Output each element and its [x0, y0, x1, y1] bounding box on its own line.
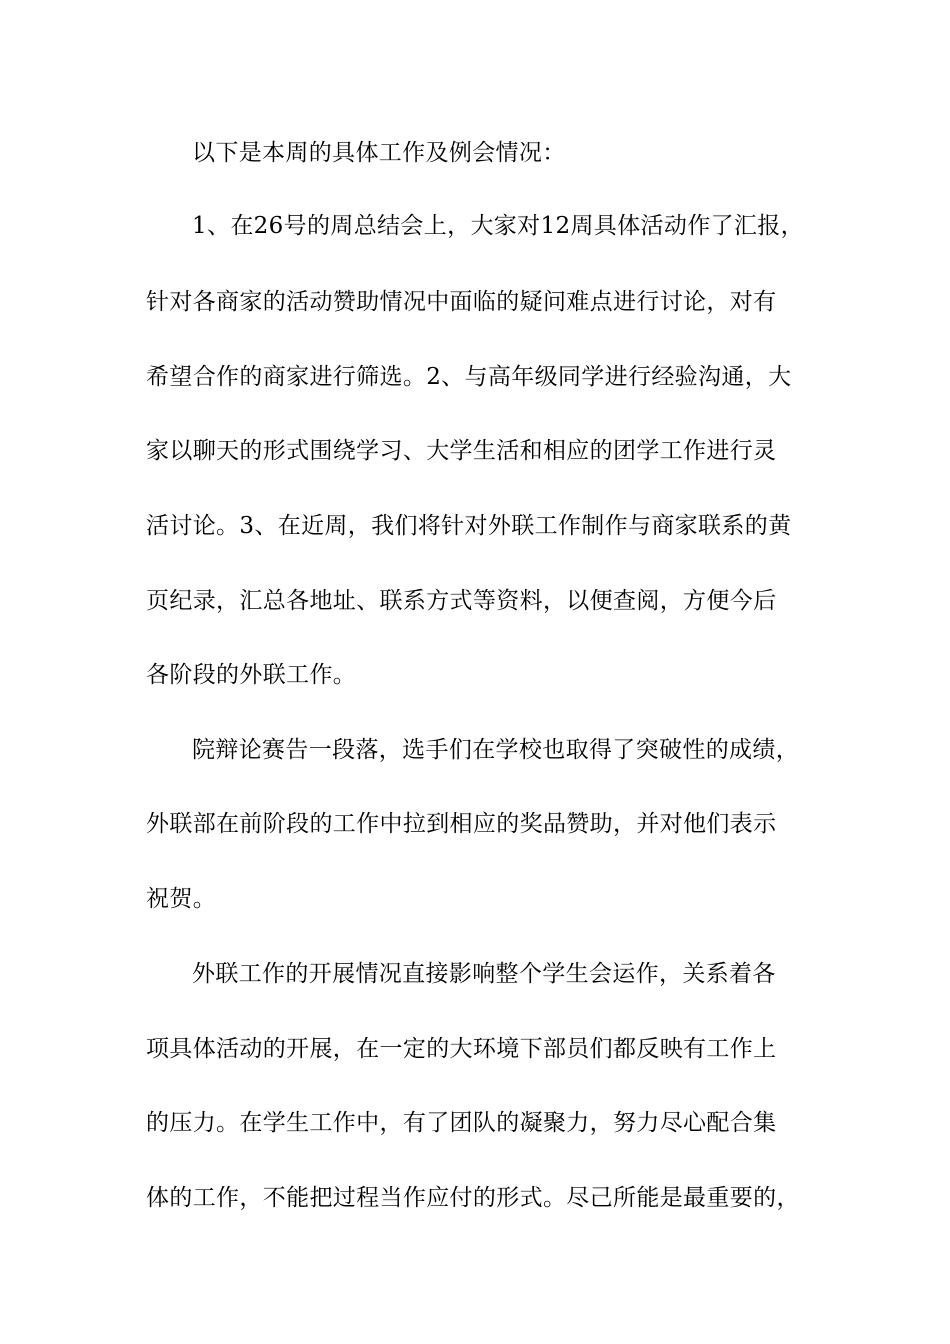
text-line: 以下是本周的具体工作及例会情况： — [192, 140, 566, 166]
text-line: 院辩论赛告一段落，选手们在学校也取得了突破性的成绩， — [192, 737, 800, 763]
text-line: 项具体活动的开展，在一定的大环境下部员们都反映有工作上 — [146, 1036, 777, 1062]
text-line: 外联部在前阶段的工作中拉到相应的奖品赞助，并对他们表示 — [146, 811, 777, 837]
text-line: 体的工作，不能把过程当作应付的形式。尽己所能是最重要的， — [146, 1185, 800, 1211]
text-line: 的压力。在学生工作中，有了团队的凝聚力，努力尽心配合集 — [146, 1110, 777, 1136]
text-line: 外联工作的开展情况直接影响整个学生会运作，关系着各 — [192, 961, 776, 987]
text-line: 希望合作的商家进行筛选。2、与高年级同学进行经验沟通，大 — [146, 364, 792, 390]
text-line: 针对各商家的活动赞助情况中面临的疑问难点进行讨论，对有 — [146, 289, 777, 315]
text-line: 活讨论。3、在近周，我们将针对外联工作制作与商家联系的黄 — [146, 513, 792, 539]
text-line: 1、在26号的周总结会上，大家对12周具体活动作了汇报， — [192, 213, 804, 239]
text-line: 祝贺。 — [146, 886, 217, 912]
text-line: 各阶段的外联工作。 — [146, 662, 357, 688]
text-line: 页纪录，汇总各地址、联系方式等资料，以便查阅，方便今后 — [146, 588, 777, 614]
text-line: 家以聊天的形式围绕学习、大学生活和相应的团学工作进行灵 — [146, 438, 777, 464]
